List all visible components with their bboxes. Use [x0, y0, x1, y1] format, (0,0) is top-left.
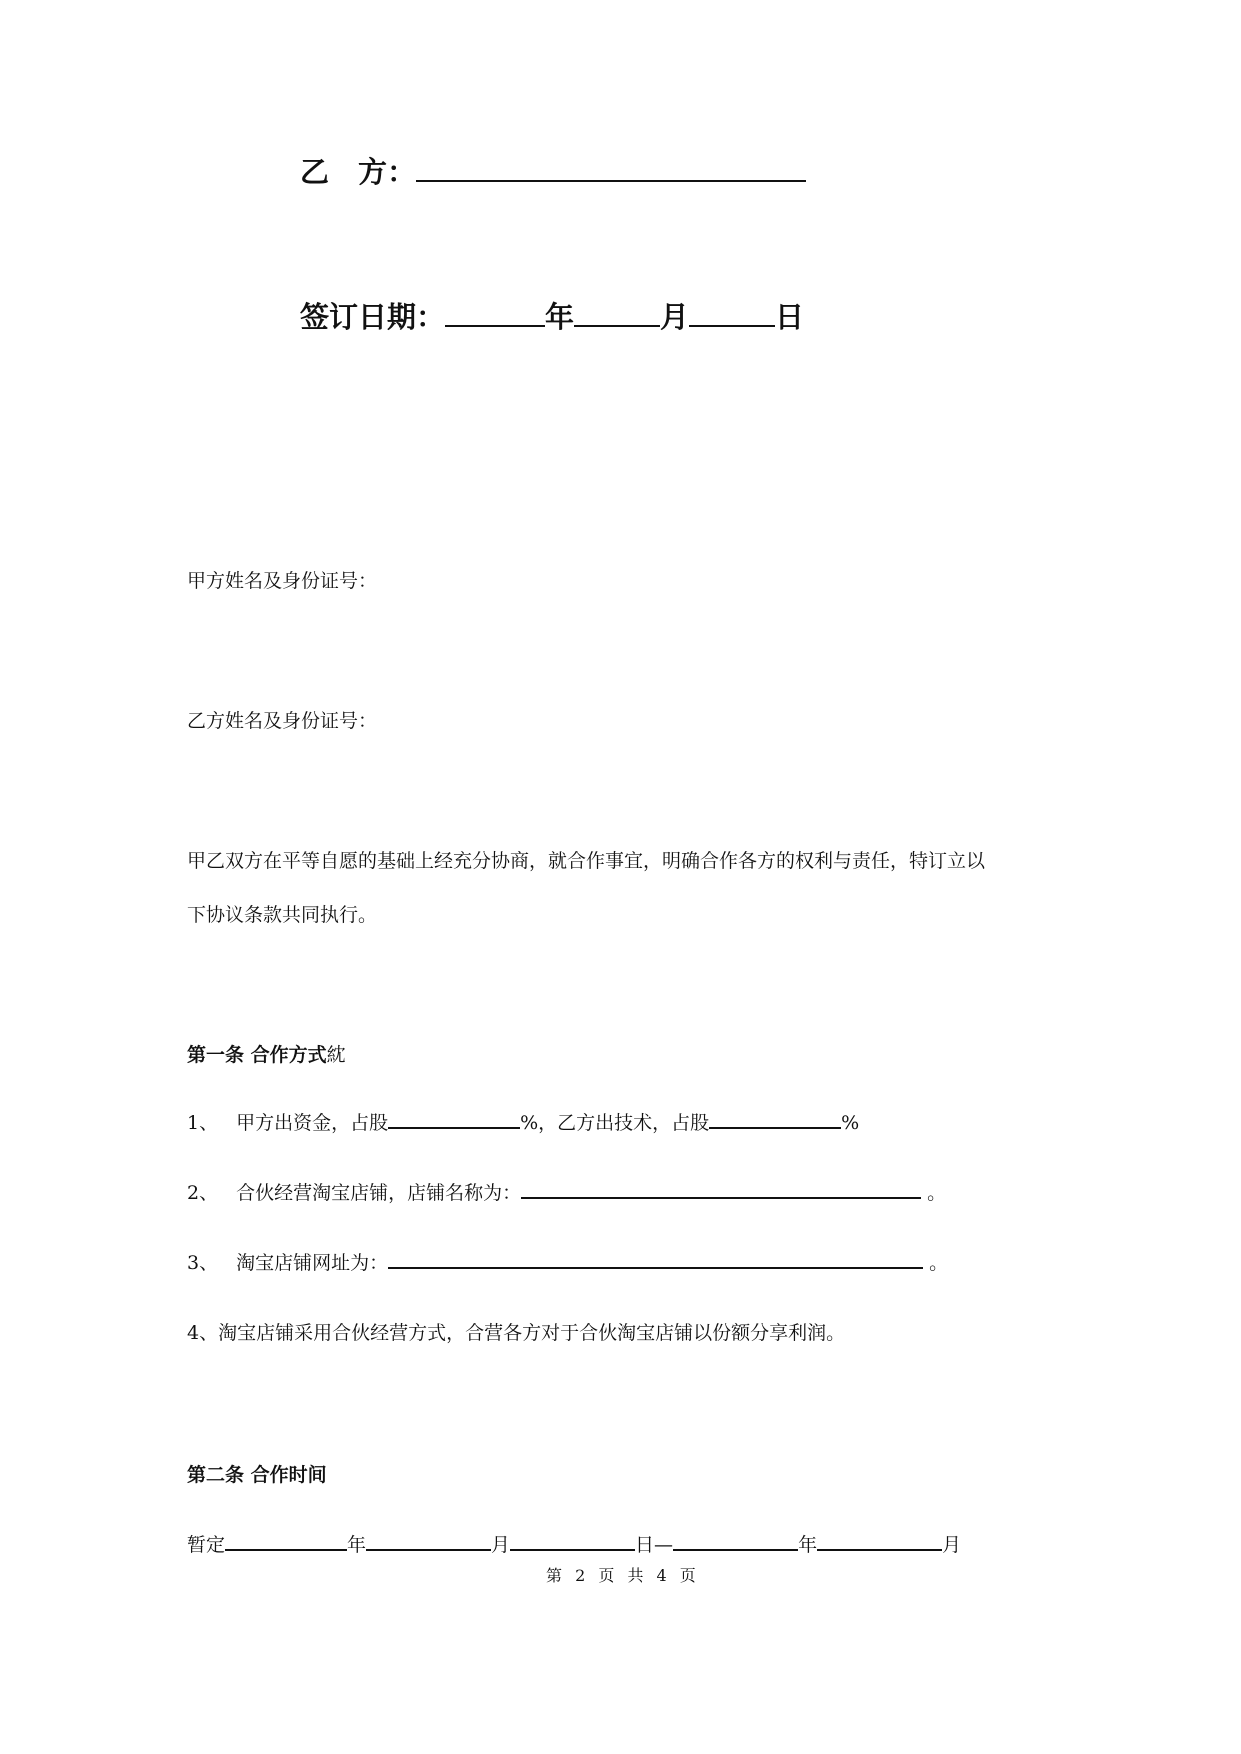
item-1-text-b: %，乙方出技术，占股 — [520, 1112, 710, 1134]
item-1-text: 甲方出资金，占股 — [236, 1112, 389, 1134]
item-1-number: 1、 — [187, 1112, 219, 1134]
party-a-share-blank[interactable] — [388, 1109, 520, 1129]
signing-date-line — [300, 295, 804, 336]
day-label: 日 — [775, 300, 805, 334]
article-1-item-2 — [187, 1178, 946, 1205]
party-b-blank[interactable] — [416, 152, 806, 182]
item-2-end: 。 — [927, 1182, 947, 1204]
shop-name-blank[interactable] — [521, 1179, 921, 1199]
article-1-item-3 — [187, 1248, 948, 1275]
start-year-label: 年 — [347, 1534, 367, 1556]
intro-line-1: 甲乙双方在平等自愿的基础上经充分协商，就合作事宜，明确合作各方的权利与责任，特订立以 — [187, 850, 986, 872]
party-a-id-label: 甲方姓名及身份证号： — [187, 570, 378, 592]
item-2-number: 2、 — [187, 1182, 219, 1204]
party-b-id-label: 乙方姓名及身份证号： — [187, 710, 378, 732]
party-b-label: 乙 方： — [300, 155, 417, 189]
day-blank[interactable] — [689, 297, 775, 327]
end-year-label: 年 — [798, 1534, 818, 1556]
start-day-label: 日— — [635, 1534, 674, 1556]
start-month-label: 月 — [491, 1534, 511, 1556]
article-2-heading: 第二条 合作时间 — [187, 1464, 327, 1486]
start-day-blank[interactable] — [510, 1531, 635, 1551]
item-1-percent: % — [841, 1112, 860, 1134]
month-label: 月 — [660, 300, 690, 334]
start-year-blank[interactable] — [225, 1531, 347, 1551]
item-3-number: 3、 — [187, 1252, 219, 1274]
item-3-text: 淘宝店铺网址为： — [236, 1252, 389, 1274]
article-2-period-line — [187, 1530, 961, 1557]
page-footer: 第 2 页 共 4 页 — [546, 1566, 700, 1585]
article-1-item-1 — [187, 1108, 859, 1135]
end-month-label: 月 — [942, 1534, 962, 1556]
article-1-item-4: 4、淘宝店铺采用合伙经营方式，合营各方对于合伙淘宝店铺以份额分享利润。 — [187, 1322, 846, 1344]
period-start-label: 暂定 — [187, 1534, 226, 1556]
end-month-blank[interactable] — [817, 1531, 942, 1551]
party-b-signature-line — [300, 150, 806, 191]
article-1-heading — [187, 1040, 346, 1067]
item-2-text: 合伙经营淘宝店铺，店铺名称为： — [236, 1182, 522, 1204]
intro-line-2: 下协议条款共同执行。 — [187, 904, 378, 926]
end-year-blank[interactable] — [673, 1531, 798, 1551]
year-blank[interactable] — [445, 297, 545, 327]
shop-url-blank[interactable] — [388, 1249, 923, 1269]
year-label: 年 — [545, 300, 575, 334]
party-b-share-blank[interactable] — [709, 1109, 841, 1129]
start-month-blank[interactable] — [366, 1531, 491, 1551]
month-blank[interactable] — [574, 297, 660, 327]
article-1-title: 第一条 合作方式 — [187, 1044, 327, 1066]
article-1-title-suffix: 紞 — [326, 1044, 346, 1066]
item-3-end: 。 — [929, 1252, 949, 1274]
signing-date-label: 签订日期： — [300, 300, 446, 334]
